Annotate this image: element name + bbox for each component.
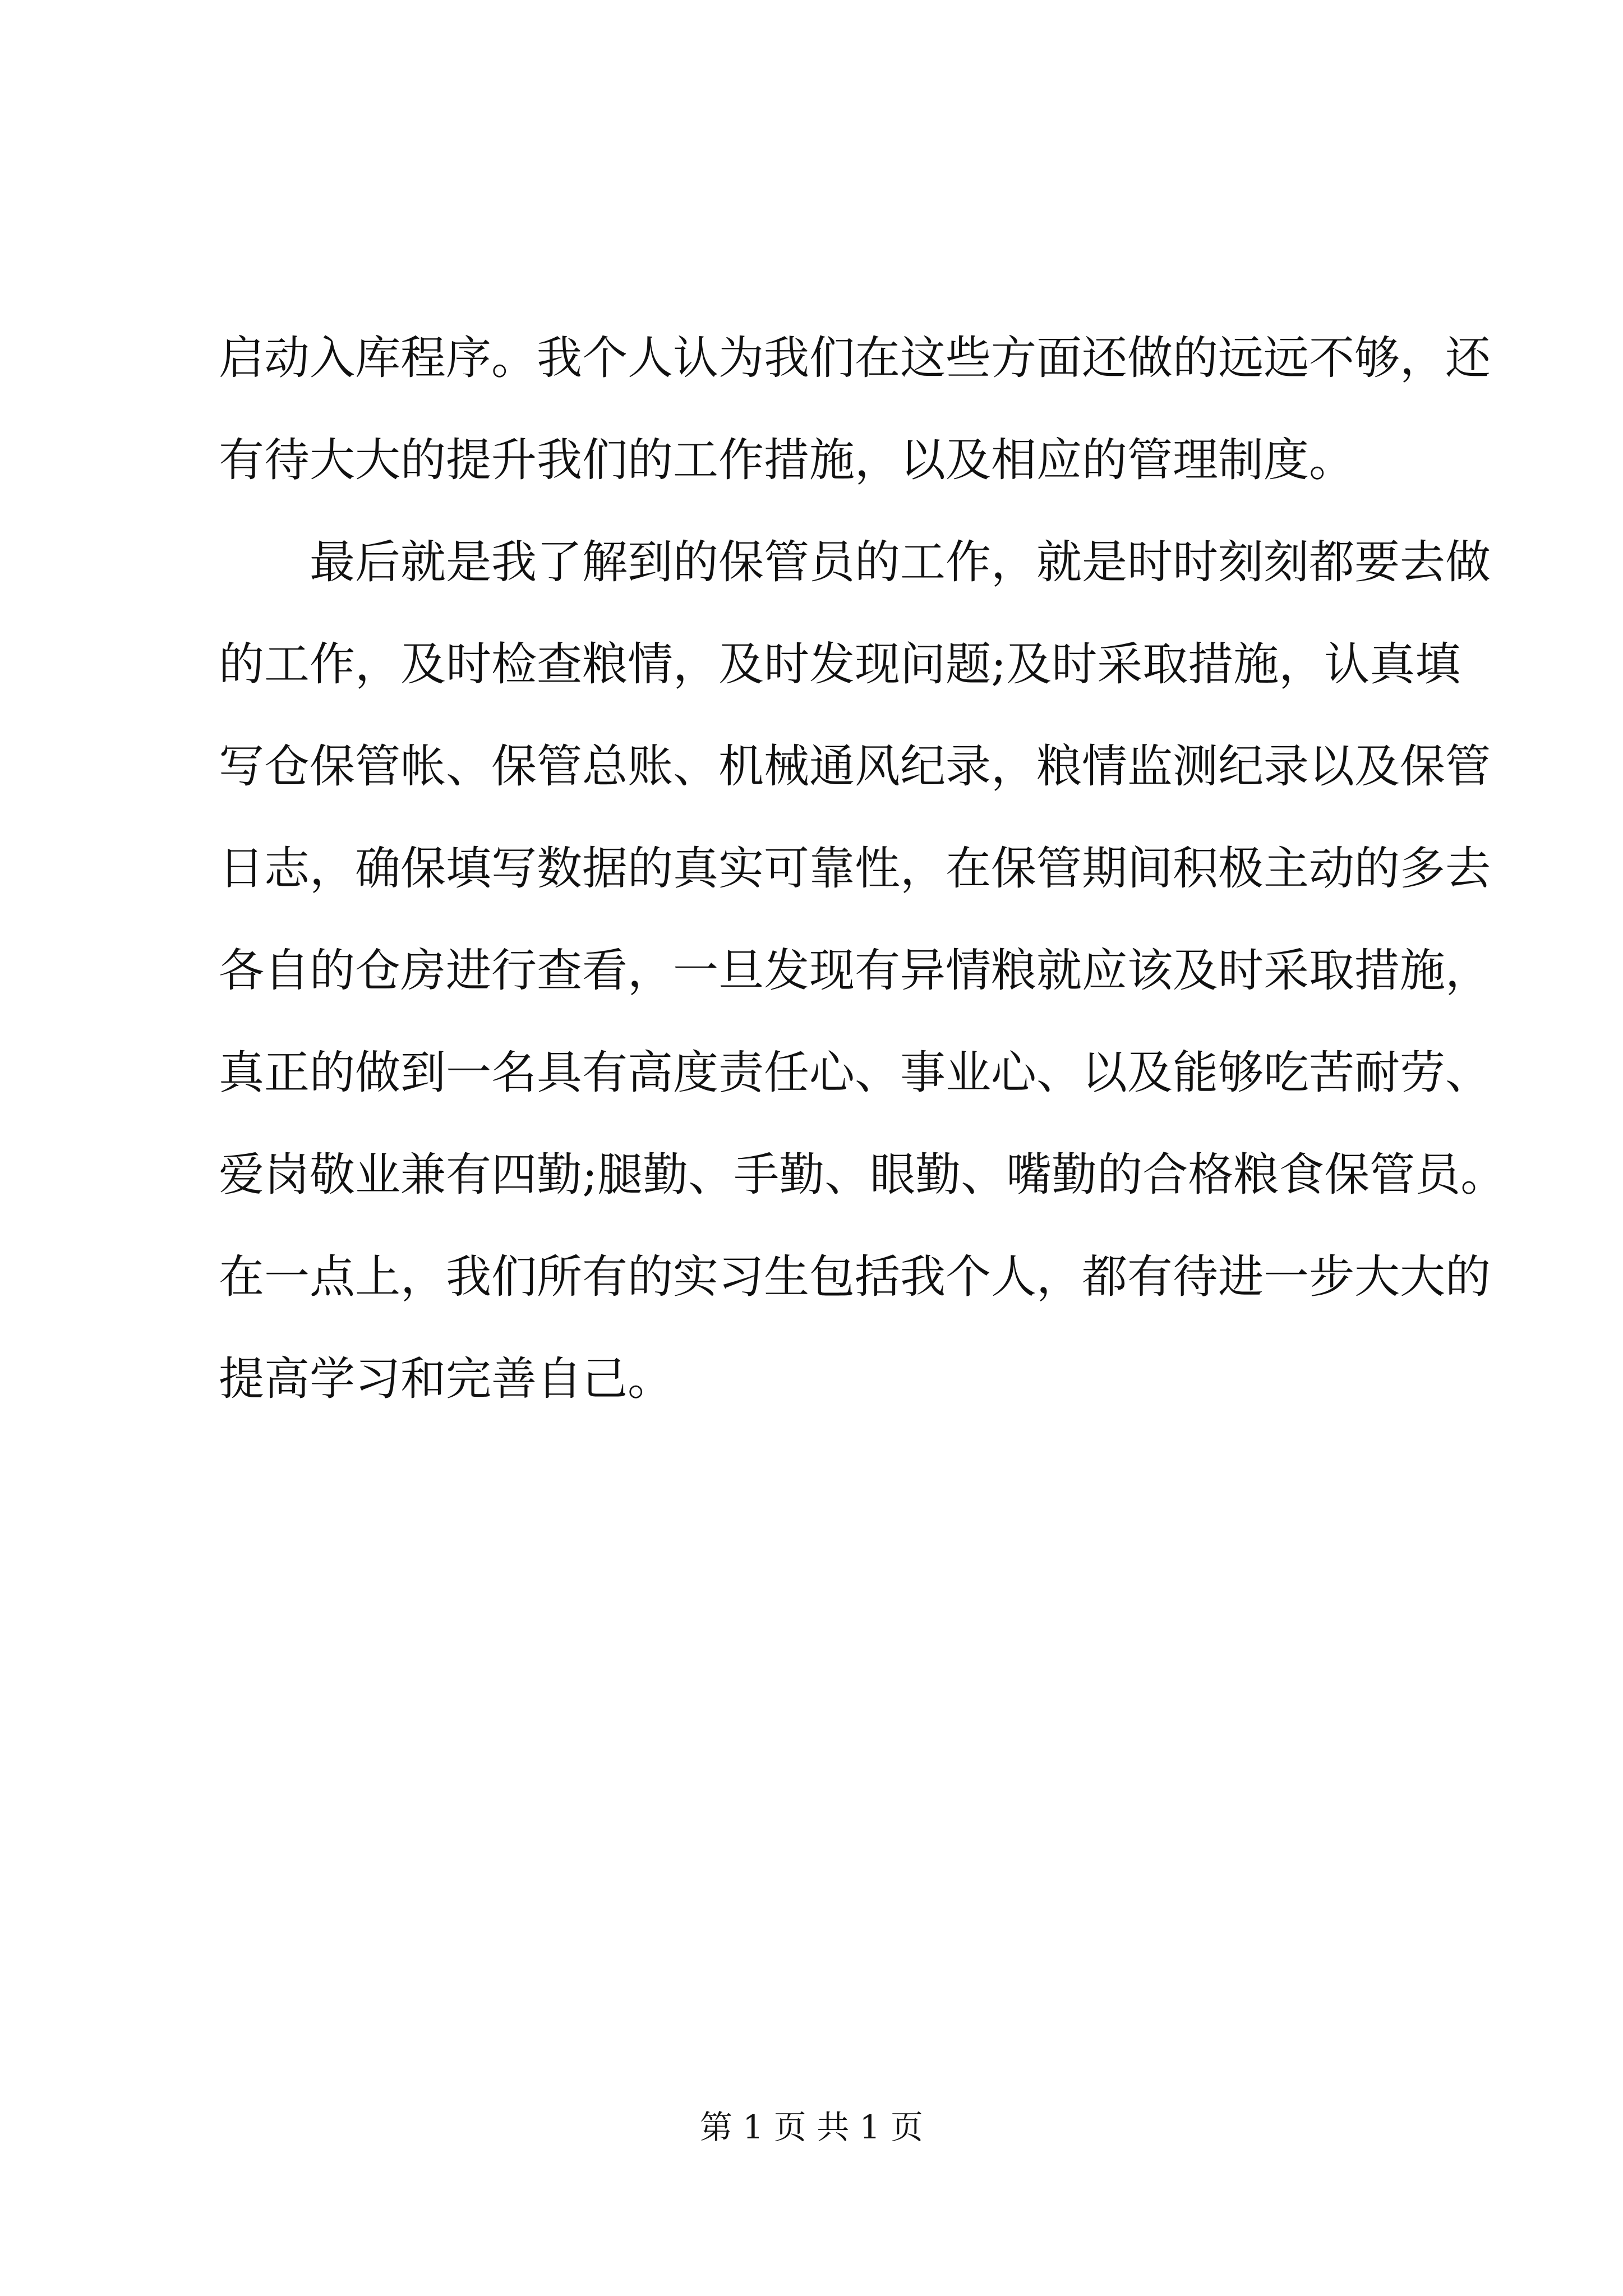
- page-number-footer: 第 1 页 共 1 页: [700, 2108, 923, 2146]
- text-line: 有待大大的提升我们的工作措施，以及相应的管理制度。: [219, 434, 1355, 487]
- text-line: 日志，确保填写数据的真实可靠性，在保管期间积极主动的多去: [219, 843, 1491, 895]
- text-line: 提高学习和完善自己。: [219, 1353, 674, 1406]
- text-line: 写仓保管帐、保管总账、机械通风纪录，粮情监测纪录以及保管: [219, 740, 1491, 793]
- body-text: [219, 307, 1506, 1430]
- text-line: 爱岗敬业兼有四勤;腿勤、手勤、眼勤、嘴勤的合格粮食保管员。: [219, 1149, 1506, 1202]
- text-line: 真正的做到一名具有高度责任心、事业心、以及能够吃苦耐劳、: [219, 1047, 1491, 1099]
- text-line: 的工作，及时检查粮情，及时发现问题;及时采取措施，认真填: [219, 638, 1461, 691]
- text-line: 在一点上，我们所有的实习生包括我个人，都有待进一步大大的: [219, 1251, 1491, 1304]
- text-line: 启动入库程序。我个人认为我们在这些方面还做的远远不够，还: [219, 332, 1491, 385]
- text-line: 最后就是我了解到的保管员的工作，就是时时刻刻都要去做: [219, 536, 1491, 589]
- text-line: 各自的仓房进行查看，一旦发现有异情粮就应该及时采取措施，: [219, 945, 1491, 997]
